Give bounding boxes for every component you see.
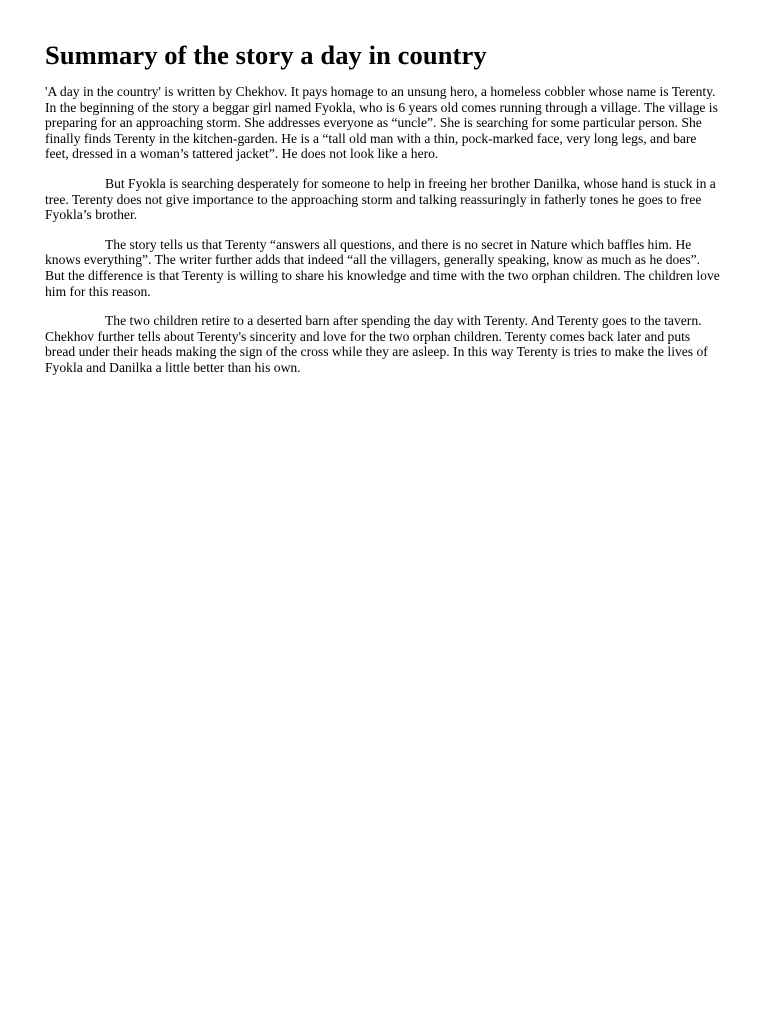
page-title: Summary of the story a day in country: [45, 40, 487, 70]
paragraph-intro: 'A day in the country' is written by Chekhov. It pays homage to an unsung hero, a homeless cobbler whose name is Terenty. In the beginning of the story a beggar girl named Fyokla, who is 6 years old comes running through a village. The village is preparing for an approaching storm. She addresses everyone as “uncle”. She is searching for some particular person. She finally finds Terenty in the kitchen-garden. He is a “tall old man with a thin, pock-marked face, very long legs, and bare feet, dressed in a woman’s tattered jacket”. He does not look like a hero.: [45, 84, 718, 162]
paragraph-fyokla-search: But Fyokla is searching desperately for someone to help in freeing her brother Danilka, whose hand is stuck in a tree. Terenty does not give importance to the approaching storm and talking reassuringly in fatherly tones he goes to free Fyokla’s brother.: [45, 175, 716, 223]
paragraph-terenty-knowledge: The story tells us that Terenty “answers all questions, and there is no secret in Nature which baffles him. He knows everything”. The writer further adds that indeed “all the villagers, generally speaking, know as much as he does”. But the difference is that Terenty is willing to share his knowledge and time with the two orphan children. The children love him for this reason.: [45, 236, 720, 299]
paragraph-ending: The two children retire to a deserted barn after spending the day with Terenty. And Terenty goes to the tavern. Chekhov further tells about Terenty's sincerity and love for the two orphan children. Terenty comes back later and puts bread under their heads making the sign of the cross while they are asleep. In this way Terenty is tries to make the lives of Fyokla and Danilka a little better than his own.: [45, 313, 708, 375]
